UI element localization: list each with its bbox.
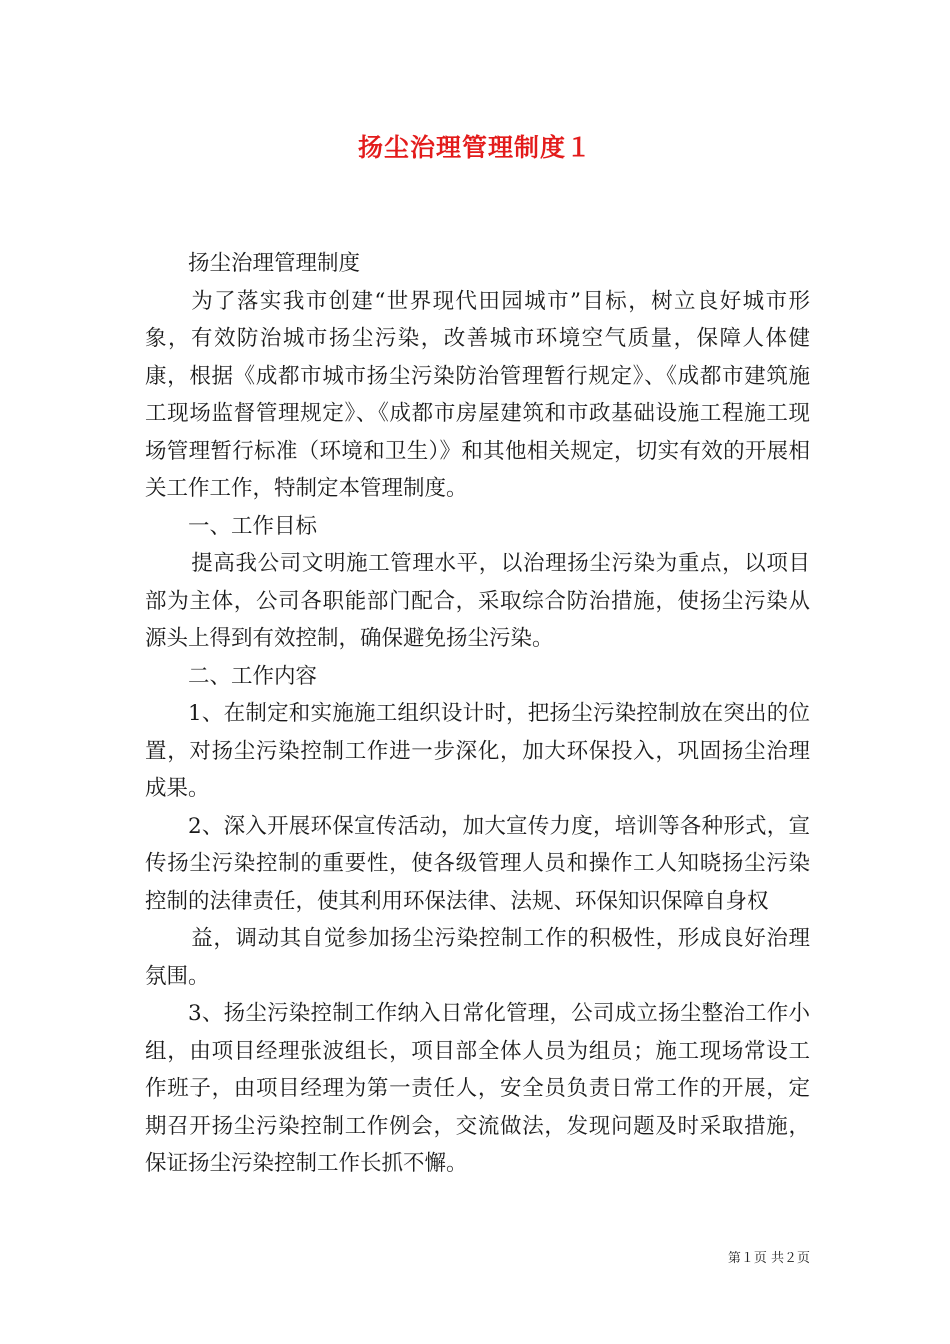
paragraph-item-3: 3、扬尘污染控制工作纳入日常化管理，公司成立扬尘整治工作小组，由项目经理张波组长，项目部全体人员为组员；施工现场常设工作班子，由项目经理为第一责任人，安全员负责日常工作的开展，定期召开扬尘污染控制工作例会，交流做法，发现问题及时采取措施，保证扬尘污染控制工作长抓不懈。 xyxy=(145,1001,810,1176)
heading-regulation-name: 扬尘治理管理制度 xyxy=(188,251,361,276)
heading-work-content: 二、工作内容 xyxy=(188,663,318,689)
document-body xyxy=(145,245,810,1183)
paragraph-intro: 为了落实我市创建“世界现代田园城市”目标，树立良好城市形象，有效防治城市扬尘污染，改善城市环境空气质量，保障人体健康，根据《成都市城市扬尘污染防治管理暂行规定》、《成都市建筑施工现场监督管理规定》、《成都市房屋建筑和市政基础设施工程施工现场管理暂行标准（环境和卫生）》和其他相关规定，切实有效的开展相关工作工作，特制定本管理制度。 xyxy=(145,288,810,501)
document-title: 扬尘治理管理制度１ xyxy=(357,133,592,162)
paragraph-item-2-continued: 益，调动其自觉参加扬尘污染控制工作的积极性，形成良好治理氛围。 xyxy=(145,926,810,989)
paragraph-item-1: 1、在制定和实施施工组织设计时，把扬尘污染控制放在突出的位置，对扬尘污染控制工作进一步深化，加大环保投入，巩固扬尘治理成果。 xyxy=(145,701,810,801)
page-number: 第１页 共２页 xyxy=(727,1251,810,1266)
paragraph-work-goal: 提高我公司文明施工管理水平，以治理扬尘污染为重点，以项目部为主体，公司各职能部门配合，采取综合防治措施，使扬尘污染从源头上得到有效控制，确保避免扬尘污染。 xyxy=(145,551,810,651)
heading-work-goal: 一、工作目标 xyxy=(188,513,318,539)
paragraph-item-2: 2、深入开展环保宣传活动，加大宣传力度，培训等各种形式，宣传扬尘污染控制的重要性，使各级管理人员和操作工人知晓扬尘污染控制的法律责任，使其利用环保法律、法规、环保知识保障自身权 xyxy=(145,813,810,914)
